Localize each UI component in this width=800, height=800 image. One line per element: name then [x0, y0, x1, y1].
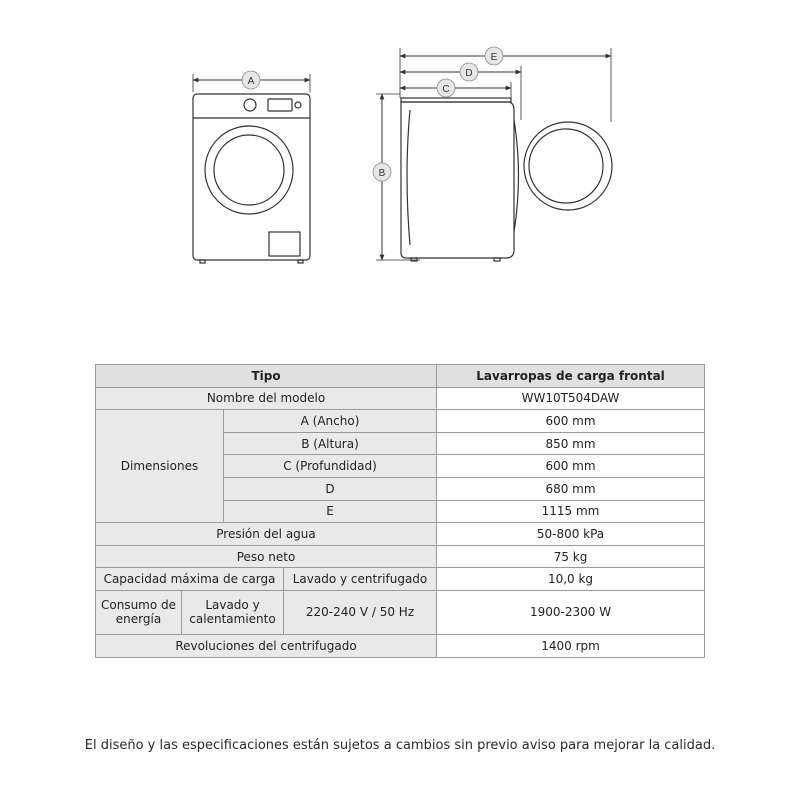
label-b: B	[378, 168, 386, 179]
label-a: A	[247, 76, 255, 87]
max-load-sublabel: Lavado y centrifugado	[284, 568, 437, 591]
dimensions-label: Dimensiones	[96, 410, 224, 523]
net-weight-value: 75 kg	[437, 545, 705, 568]
table-row	[96, 523, 705, 546]
disclaimer-text: El diseño y las especificaciones están sujetos a cambios sin previo aviso para mejorar la calidad.	[84, 738, 716, 753]
dimension-diagram	[0, 0, 800, 300]
dimension-label: A (Ancho)	[224, 410, 437, 433]
dimension-value: 680 mm	[437, 477, 705, 500]
label-c: C	[442, 84, 450, 95]
power-value: 1900-2300 W	[437, 590, 705, 634]
power-sublabel: Lavado y calentamiento	[182, 590, 284, 634]
header-product-type: Lavarropas de carga frontal	[437, 365, 705, 388]
header-type: Tipo	[96, 365, 437, 388]
table-row	[96, 568, 705, 591]
front-view-washer	[193, 94, 310, 263]
side-view-washer	[401, 98, 612, 261]
dimension-label: E	[224, 500, 437, 523]
spin-speed-value: 1400 rpm	[437, 634, 705, 657]
model-name-label: Nombre del modelo	[96, 387, 437, 410]
water-pressure-label: Presión del agua	[96, 523, 437, 546]
table-header-row	[96, 365, 705, 388]
label-d: D	[465, 68, 473, 79]
dimension-value: 850 mm	[437, 432, 705, 455]
water-pressure-value: 50-800 kPa	[437, 523, 705, 546]
dimension-label: D	[224, 477, 437, 500]
table-row	[96, 410, 705, 433]
label-e: E	[490, 52, 498, 63]
max-load-label: Capacidad máxima de carga	[96, 568, 284, 591]
model-name-value: WW10T504DAW	[437, 387, 705, 410]
dimension-label: C (Profundidad)	[224, 455, 437, 478]
spin-speed-label: Revoluciones del centrifugado	[96, 634, 437, 657]
specifications-table	[95, 364, 705, 658]
table-row	[96, 634, 705, 657]
table-row	[96, 590, 705, 634]
max-load-value: 10,0 kg	[437, 568, 705, 591]
dimension-value: 1115 mm	[437, 500, 705, 523]
table-row	[96, 545, 705, 568]
dimension-value: 600 mm	[437, 455, 705, 478]
table-row	[96, 387, 705, 410]
power-voltage: 220-240 V / 50 Hz	[284, 590, 437, 634]
net-weight-label: Peso neto	[96, 545, 437, 568]
power-label: Consumo de energía	[96, 590, 182, 634]
dimension-label: B (Altura)	[224, 432, 437, 455]
dimension-value: 600 mm	[437, 410, 705, 433]
